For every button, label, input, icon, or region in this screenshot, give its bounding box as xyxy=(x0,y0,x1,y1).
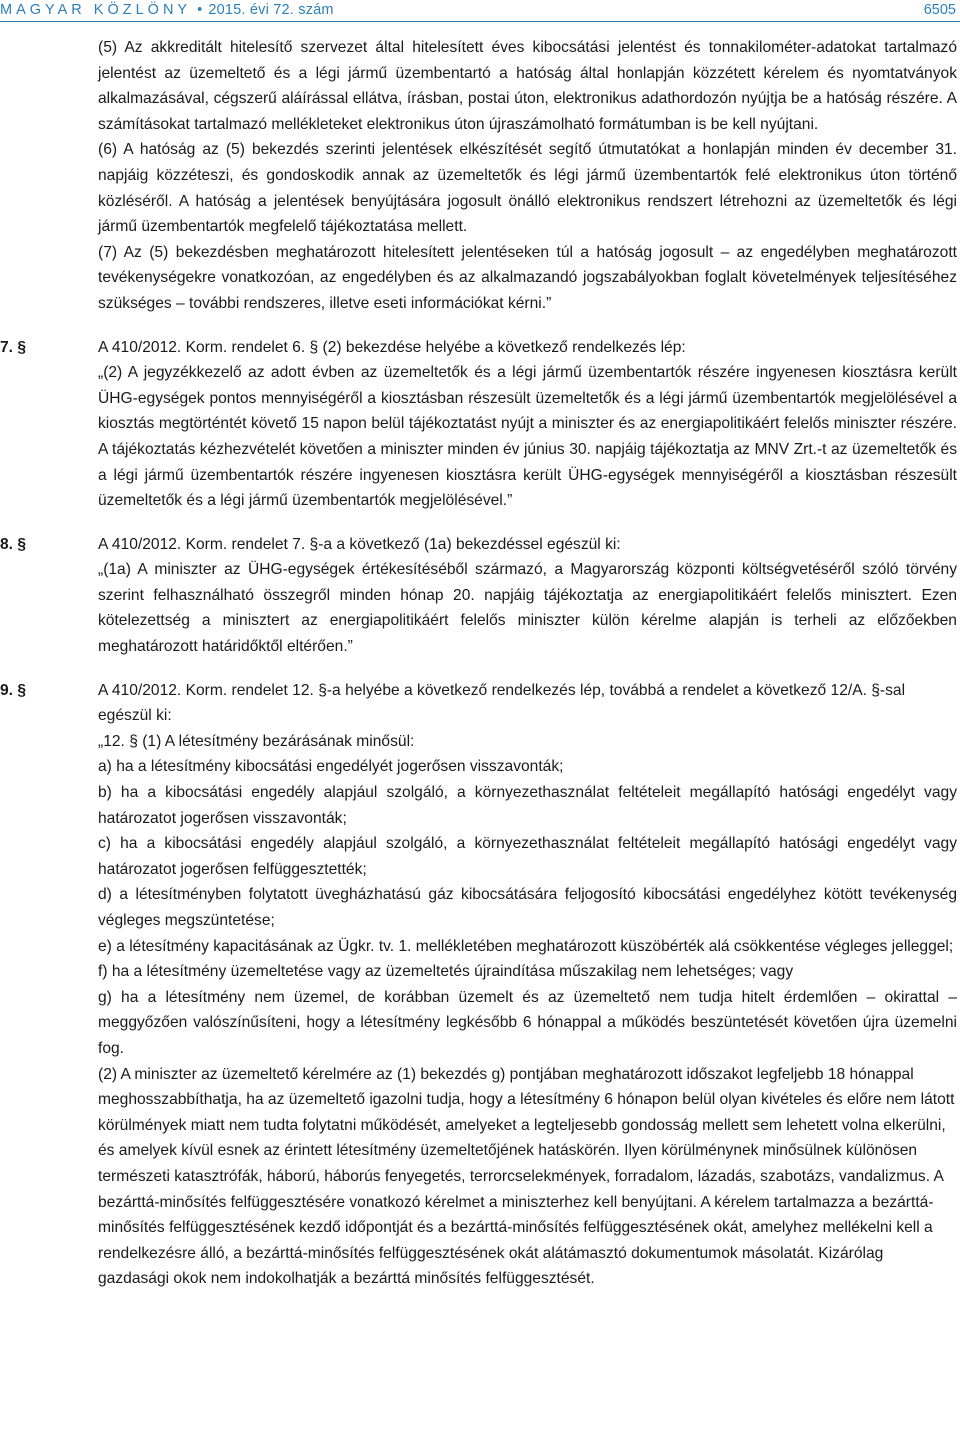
list-item-a: a) ha a létesítmény kibocsátási engedélyét jogerősen visszavonták; xyxy=(98,758,564,776)
issue-label: 2015. évi 72. szám xyxy=(208,2,334,18)
section-9 xyxy=(0,678,957,1292)
section-intro: A 410/2012. Korm. rendelet 12. §-a helyébe a következő rendelkezés lép, továbbá a rendelet a következő 12/A. §-sal egészül ki: xyxy=(98,681,906,725)
list-item-f: f) ha a létesítmény üzemeltetése vagy az üzemeltetés újraindítása műszakilag nem lehetséges; vagy xyxy=(98,963,794,981)
list-item-e: e) a létesítmény kapacitásának az Ügkr. tv. 1. mellékletében meghatározott küszöbérték alá csökkentése végleges jelleggel; xyxy=(98,937,954,955)
list-item-g: g) ha a létesítmény nem üzemel, de korábban üzemelt és az üzemeltető nem tudja hitelt érdemlően – okirattal – meggyőzően valószínűsíteni, hogy a létesítmény legkésőbb 6 hónappal a működés beszüntetését követően újra üzemelni fog. xyxy=(98,988,957,1057)
section-8 xyxy=(0,532,957,660)
section-number: 9. § xyxy=(0,681,27,699)
section-number: 7. § xyxy=(0,338,27,356)
quoted-heading: „12. § (1) A létesítmény bezárásának minősül: xyxy=(98,732,415,750)
quoted-provision: „(1a) A miniszter az ÜHG-egységek értékesítéséből származó, a Magyarország központi költségvetéséről szóló törvény szerint felhasználható összegről minden hónap 20. napjáig tájékoztatja az energiapolitikáért felelős minisztert. Ezen kötelezettség a minisztert az energiapolitikáért felelős miniszter külön kérelme alapján is terheli az előzőekben meghatározott határidőktől eltérően.” xyxy=(98,561,957,656)
paragraph-6: (6) A hatóság az (5) bekezdés szerinti jelentések elkészítését segítő útmutatókat a honlapján minden év december 31. napjáig közzéteszi, és gondoskodik annak az üzemeltetők és légi jármű üzembentartók felé elektronikus úton történő közléséről. A hatóság a jelentések benyújtására jogosult önálló elektronikus rendszert létrehozni az üzemeltetők és légi jármű üzembentartók megfelelő tájékoztatása mellett. xyxy=(98,141,957,236)
quoted-provision: „(2) A jegyzékkezelő az adott évben az üzemeltetők és a légi jármű üzembentartók részére ingyenesen kiosztásra került ÜHG-egységek pontos mennyiségéről a kiosztásban részesült üzemeltetők és a légi jármű üzembentartók megjelölésével a kiosztás megtörténtét követő 15 napon belül tájékoztatást nyújt a miniszter és az energiapolitikáért felelős miniszter részére. A tájékoztatás kézhezvételét követően a miniszter minden év június 30. napjáig tájékoztatja az MNV Zrt.-t az üzemeltetők és a légi jármű üzembentartók részére ingyenesen kiosztásra került ÜHG-egységek mennyiségéről a kiosztásban részesült üzemeltetők és a légi jármű üzembentartók megjelölésével.” xyxy=(98,364,957,510)
section-gap xyxy=(98,514,957,532)
paragraph-2: (2) A miniszter az üzemeltető kérelmére az (1) bekezdés g) pontjában meghatározott időszakot legfeljebb 18 hónappal meghosszabbíthatja, ha az üzemeltető igazolni tudja, hogy a létesítmény 6 hónapon belül olyan kivételes és előre nem látott körülmények miatt nem tudta folytatni működését, amelyeket a legteljesebb gondosság mellett sem lehetett volna elkerülni, és amelyek kívül esnek az érintett létesítmény üzemeltetőjének hatáskörén. Ilyen körülménynek minősülnek különösen természeti katasztrófák, háború, háborús fenyegetés, terrorcselekmények, forradalom, lázadás, szabotázs, vandalizmus. A bezárttá-minősítés felfüggesztésére vonatkozó kérelmet a miniszterhez kell benyújtani. A kérelem tartalmazza a bezárttá-minősítés felfüggesztésének kezdő időpontját és a bezárttá-minősítés felfüggesztésének okát, amelyhez mellékelni kell a rendelkezésre álló, a bezárttá-minősítés felfüggesztésének okát alátámasztó dokumentumok másolatát. Kizárólag gazdasági okok nem indokolhatják a bezárttá minősítés felfüggesztését. xyxy=(98,1065,955,1288)
section-gap xyxy=(98,660,957,678)
header-rule xyxy=(0,21,960,22)
section-7 xyxy=(0,335,957,514)
header-separator: • xyxy=(197,2,203,18)
document-body xyxy=(0,35,957,1292)
page-header xyxy=(0,0,960,22)
header-left xyxy=(0,1,334,19)
list-item-d: d) a létesítményben folytatott üvegházhatású gáz kibocsátására feljogosító kibocsátási engedélyhez kötött tevékenység végleges megszüntetése; xyxy=(98,886,957,929)
publication-title: MAGYAR KÖZLÖNY xyxy=(0,2,192,18)
list-item-b: b) ha a kibocsátási engedély alapjául szolgáló, a környezethasználat feltételeit megállapító hatósági engedélyt vagy határozatot jogerősen visszavonták; xyxy=(98,784,957,827)
section-number: 8. § xyxy=(0,535,27,553)
section-intro: A 410/2012. Korm. rendelet 6. § (2) bekezdése helyébe a következő rendelkezés lép: xyxy=(98,338,686,356)
list-item-c: c) ha a kibocsátási engedély alapjául szolgáló, a környezethasználat feltételeit megállapító hatósági engedélyt vagy határozatot jogerősen felfüggesztették; xyxy=(98,835,957,878)
paragraph-7: (7) Az (5) bekezdésben meghatározott hitelesített jelentéseken túl a hatóság jogosult – az engedélyben meghatározott tevékenységekre vonatkozóan, az engedélyben és az alkalmazandó jogszabályokban foglalt követelmények teljesítéséhez szükséges – további rendszeres, illetve eseti információkat kérni.” xyxy=(98,243,957,312)
section-gap xyxy=(98,317,957,335)
section-intro: A 410/2012. Korm. rendelet 7. §-a a következő (1a) bekezdéssel egészül ki: xyxy=(98,535,621,553)
page-number: 6505 xyxy=(923,2,956,18)
paragraph-5: (5) Az akkreditált hitelesítő szervezet által hitelesített éves kibocsátási jelentést és tonnakilométer-adatokat tartalmazó jelentést az üzemeltető és a légi jármű üzembentartó a hatóság által honlapján közzétett kérelem és nyomtatványok alkalmazásával, cégszerű aláírással ellátva, írásban, postai úton, elektronikus adathordozón nyújtja be a hatóság részére. A számításokat tartalmazó mellékleteket elektronikus úton újraszámolható formátumban is be kell nyújtani. xyxy=(98,39,957,133)
